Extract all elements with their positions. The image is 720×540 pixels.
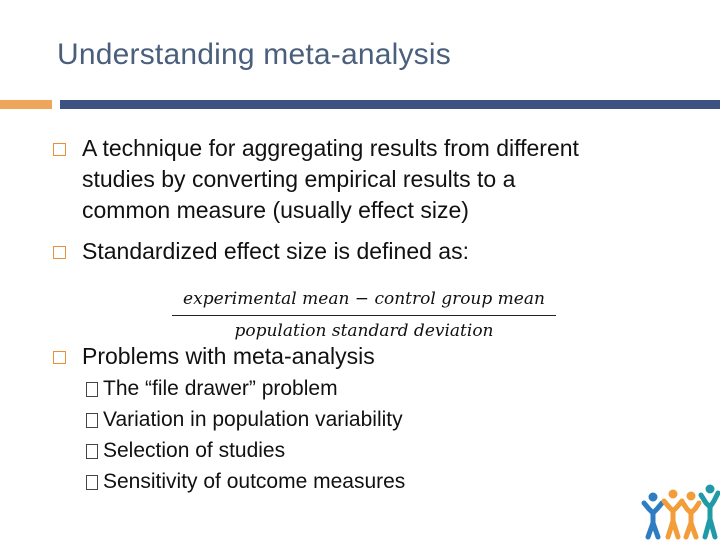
sub-bullet-item [86,438,285,464]
square-bullet-icon [53,246,66,259]
person-figure-blue [644,493,662,538]
square-bullet-icon [53,143,66,156]
sub-bullet-label: Sensitivity of outcome measures [103,470,406,493]
bullet-text-problems [82,341,692,372]
sub-bullet-label: Selection of studies [103,439,286,462]
sub-bullet-item [86,376,338,402]
sub-bullet-label: Variation in population variability [103,408,403,431]
missing-glyph-box-icon [86,382,98,397]
fraction-bar [172,315,556,316]
sub-bullet-label: The “file drawer” problem [103,377,338,400]
square-bullet-icon [53,351,66,364]
sub-bullet-item [86,407,403,433]
missing-glyph-box-icon [86,413,98,428]
person-figure-orange-2 [683,492,699,538]
bullet-line: studies by converting empirical results to a [82,166,516,192]
bullet-line: common measure (usually effect size) [82,197,469,223]
bullet-line: Problems with meta-analysis [82,343,375,369]
person-figure-orange [664,490,682,538]
missing-glyph-box-icon [86,444,98,459]
bullet-line: A technique for aggregating results from different [82,135,579,161]
missing-glyph-box-icon [86,475,98,490]
person-figure-teal [701,485,718,538]
people-group-logo [640,483,720,540]
bullet-line: Standardized effect size is defined as: [82,238,469,264]
accent-bar-navy [60,100,720,109]
formula-denominator: population standard deviation [234,321,494,341]
formula-numerator: experimental mean − control group mean [183,289,545,309]
sub-bullet-item [86,469,405,495]
accent-bar-orange [0,100,52,109]
bullet-text-aggregation [82,133,692,226]
slide-title: Understanding meta-analysis [57,38,451,71]
bullet-text-effect-size [82,236,692,267]
effect-size-formula [172,286,556,341]
